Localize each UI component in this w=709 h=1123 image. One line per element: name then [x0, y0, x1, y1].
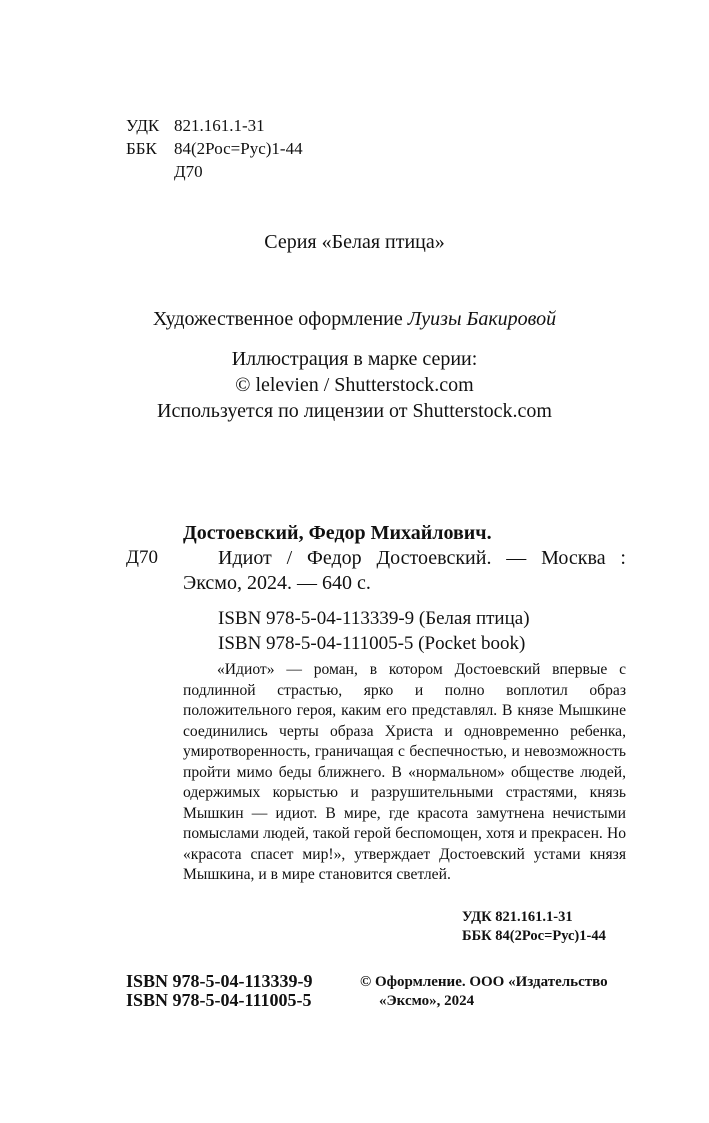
- bbk-label: ББК: [126, 139, 157, 158]
- author-mark-row: [126, 160, 303, 183]
- catalog-author-mark: Д70: [126, 547, 158, 568]
- catalog-title-line: Идиот / Федор Достоевский. — Москва :: [218, 547, 626, 569]
- annotation-codes: [462, 908, 606, 946]
- designer-name: Луизы Бакировой: [407, 308, 557, 330]
- illustration-line-3: Используется по лицензии от Shutterstock.com: [157, 400, 552, 422]
- illustration-line-1: Иллюстрация в марке серии:: [231, 348, 478, 370]
- author-mark: Д70: [174, 162, 203, 181]
- design-prefix: Художественное оформление: [152, 308, 403, 330]
- udk-label: УДК: [126, 116, 160, 135]
- bottom-isbn-2: ISBN 978-5-04-111005-5: [126, 990, 312, 1010]
- illustration-credit: [0, 346, 709, 424]
- design-credit: [0, 308, 709, 331]
- copyright-line-2: «Эксмо», 2024: [379, 993, 475, 1009]
- copyright-notice: [360, 973, 608, 1011]
- bbk-row: [126, 137, 303, 160]
- bottom-isbn-block: [126, 972, 313, 1010]
- udk-value: 821.161.1-31: [174, 116, 265, 135]
- illustration-line-2: © lelevien / Shutterstock.com: [235, 374, 474, 396]
- annotation-text: «Идиот» — роман, в котором Достоевский впервые с подлинной страстью, ярко и полно воплотил образ положительного героя, каким его представлял. В князе Мышкине соединились черты образа Христа и одновременно ребенка, умиротворенность, граничащая с беспечностью, и невозможность пройти мимо беды ближнего. В «нормальном» обществе людей, одержимых корыстью и разрушительными страстями, князь Мышкин — идиот. В мире, где красота замутнена нечистыми помыслами людей, такой герой беспомощен, хотя и прекрасен. Но «красота спасет мир!», утверждает Достоевский устами князя Мышкина, и в мире становится светлей.: [183, 661, 626, 883]
- catalog-author: Достоевский, Федор Михайлович.: [183, 522, 492, 544]
- bottom-isbn-1: ISBN 978-5-04-113339-9: [126, 971, 313, 991]
- annotation-udk: УДК 821.161.1-31: [462, 909, 573, 925]
- catalog-publisher-line: Эксмо, 2024. — 640 с.: [183, 572, 371, 594]
- catalog-isbn-1: ISBN 978-5-04-113339-9 (Белая птица): [218, 608, 530, 629]
- series-title: Серия «Белая птица»: [264, 231, 445, 253]
- catalog-isbn-list: [126, 606, 626, 656]
- annotation-bbk: ББК 84(2Рос=Рус)1-44: [462, 928, 606, 944]
- catalog-record: [126, 521, 626, 656]
- udk-row: [126, 114, 303, 137]
- copyright-line-1: © Оформление. ООО «Издательство: [360, 974, 608, 990]
- catalog-isbn-2: ISBN 978-5-04-111005-5 (Pocket book): [218, 633, 526, 654]
- bbk-value: 84(2Рос=Рус)1-44: [174, 139, 303, 158]
- classification-codes: [126, 114, 303, 183]
